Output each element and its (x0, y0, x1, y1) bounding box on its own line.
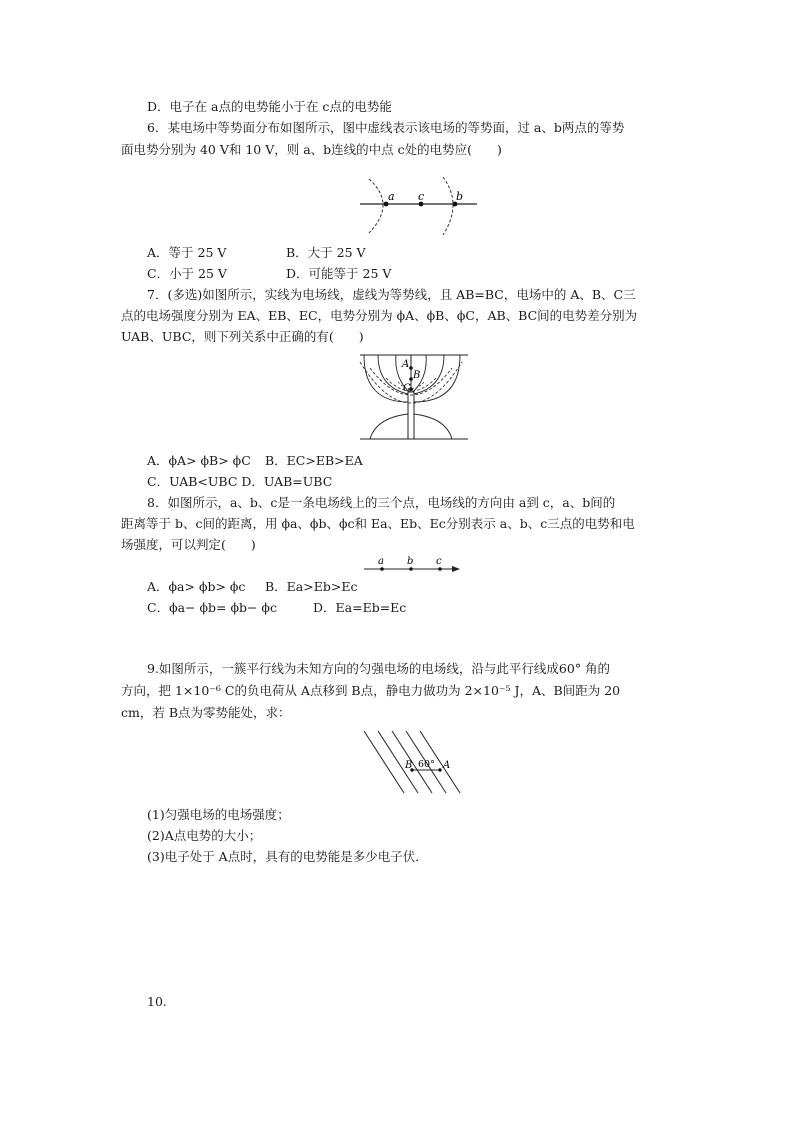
q8-stem-line3: 场强度，可以判定( ) (121, 537, 256, 552)
q6-equipotential-right (443, 177, 453, 235)
q7-field-line (414, 355, 460, 402)
q8-point-a (380, 567, 384, 571)
q9-subquestion-2: (2)A点电势的大小； (147, 828, 262, 843)
q6-option-d: D．可能等于 25 V (286, 266, 392, 281)
q7-label-a: A (402, 359, 410, 370)
q8-stem-line1: 8．如图所示，a、b、c是一条电场线上的三个点，电场线的方向由 a到 c，a、b间的 (147, 495, 616, 510)
q8-arrow-head (452, 566, 460, 572)
q7-option-c-d: C．UAB<UBC D．UAB=UBC (147, 474, 333, 489)
q5-option-d: D．电子在 a点的电势能小于在 c点的电势能 (147, 99, 392, 114)
q8-option-c: C．ϕa− ϕb= ϕb− ϕc (147, 600, 277, 615)
q9-stem-line2: 方向，把 1×10⁻⁶ C的负电荷从 A点移到 B点，静电力做功为 2×10⁻⁵ J，A、B间距为 20 (121, 683, 621, 698)
q6-option-b: B．大于 25 V (286, 245, 366, 260)
q7-label-b: B (413, 370, 421, 381)
q8-option-a: A．ϕa> ϕb> ϕc (147, 579, 246, 594)
q7-option-b: B．EC>EB>EA (265, 453, 363, 468)
q6-option-c: C．小于 25 V (147, 266, 227, 281)
q6-label-b: b (456, 190, 464, 203)
q10-label: 10. (147, 994, 167, 1009)
q6-equipotential-left (369, 179, 383, 233)
q8-label-a: a (378, 556, 384, 567)
q8-point-c (438, 567, 442, 571)
q8-stem-line2: 距离等于 b、c间的距离，用 ϕa、ϕb、ϕc和 Ea、Eb、Ec分别表示 a、b、c三点的电势和电 (121, 516, 635, 531)
q8-label-c: c (436, 556, 442, 567)
q9-subquestion-1: (1)匀强电场的电场强度； (147, 807, 290, 822)
q7-stem-line2: 点的电场强度分别为 EA、EB、EC，电势分别为 ϕA、ϕB、ϕC，AB、BC间的电势差分别为 (121, 308, 638, 323)
q7-stem-line1: 7．(多选)如图所示，实线为电场线，虚线为等势线，且 AB=BC，电场中的 A、B、C三 (147, 287, 636, 302)
q9-stem-line1: 9.如图所示，一簇平行线为未知方向的匀强电场的电场线，沿与此平行线成60° 角的 (147, 661, 611, 676)
q7-option-a: A．ϕA> ϕB> ϕC (147, 453, 251, 468)
q6-stem-line1: 6．某电场中等势面分布如图所示，图中虚线表示该电场的等势面，过 a、b两点的等势 (147, 120, 625, 135)
q8-point-b (409, 567, 413, 571)
q9-stem-line3: cm，若 B点为零势能处，求： (121, 705, 291, 720)
q8-label-b: b (407, 556, 414, 567)
q9-angle-label: 60° (418, 759, 435, 770)
q7-field-line (414, 414, 452, 439)
q6-equipotential-figure (355, 175, 480, 240)
q9-uniform-field-figure (362, 728, 464, 796)
q8-option-b: B．Ea>Eb>Ec (265, 579, 358, 594)
q9-subquestion-3: (3)电子处于 A点时，具有的电势能是多少电子伏． (147, 849, 428, 864)
q7-rod (408, 392, 414, 439)
q9-point-a (438, 768, 441, 771)
q6-stem-line2: 面电势分别为 40 V和 10 V，则 a、b连线的中点 c处的电势应( ) (121, 142, 502, 157)
q6-label-c: c (418, 190, 425, 203)
q7-field-line (370, 414, 408, 439)
q8-option-d: D．Ea=Eb=Ec (313, 600, 407, 615)
q8-field-line-figure (362, 555, 462, 575)
q7-stem-line3: UAB、UBC，则下列关系中正确的有( ) (121, 329, 364, 344)
q9-label-a: A (443, 760, 451, 771)
q6-option-a: A．等于 25 V (147, 245, 227, 260)
q9-label-b: B (405, 760, 413, 771)
q7-field-figure (356, 352, 470, 442)
q7-label-c: C (403, 383, 411, 394)
q6-label-a: a (388, 190, 395, 203)
